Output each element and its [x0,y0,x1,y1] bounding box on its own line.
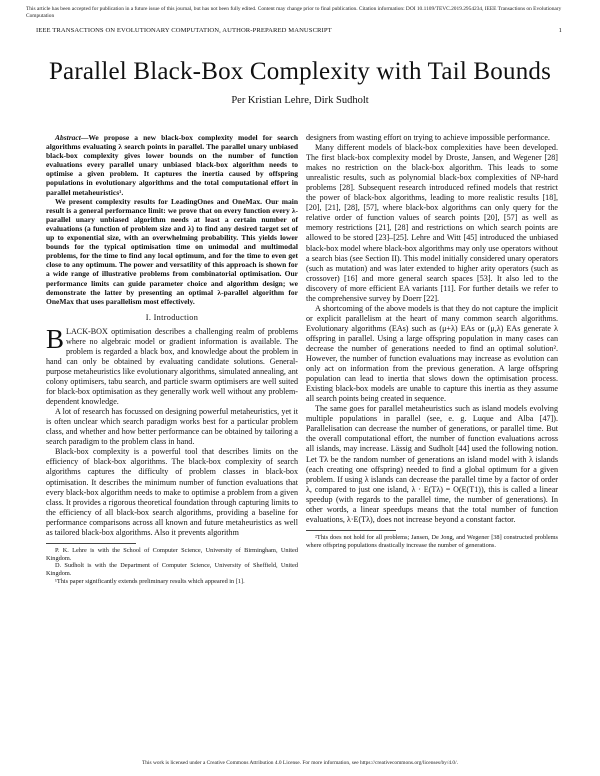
footnote-1: ¹This paper significantly extends preliminary results which appeared in [1]. [55,578,245,585]
footnote-2: ²This does not hold for all problems; Jansen, De Jong, and Wegener [38] constructed problems where offspring populations drastically increase the number of generations. [306,533,558,549]
footnote-rule-left [46,543,136,544]
right-paragraph-2: A shortcoming of the above models is that they do not capture the implicit or explicit parallelism at the heart of many common search algorithms. Evolutionary algorithms (EAs) such as (μ+λ) EAs or (μ,λ) EAs generate λ offspring in parallel. Using a large offspring population in many cases can decrease the number of generations needed to find an optimal solution². However, the number of function evaluations may increase as evolution can only act on information from the previous generation. A large offspring population can lead to inertia that slows down the optimisation process. Existing black-box models are unable to capture this inertia as they assume all search points being created in sequence. [306,303,558,404]
publication-notice: This article has been accepted for publication in a future issue of this journal, but has not been fully edited. Content may change prior to final publication. Citation information: DOI 10.1109/TEVC.2019.2954234, IEEE Transactions on Evolutionary Computation [26,6,562,19]
intro-paragraph-3: Black-box complexity is a powerful tool that describes limits on the efficiency of black-box algorithms. The black-box complexity of search algorithms captures the difficulty of problem classes in black-box optimisation. It describes the minimum number of function evaluations that every black-box algorithm needs to make to optimise a problem from a given class. It provides a rigorous theoretical foundation through capturing limits to the efficiency of all black-box search algorithms, providing a baseline for performance comparisons across all known and future metaheuristics as well as tailored black-box algorithms. Also it prevents algorithm [46,447,298,537]
right-paragraph-0: designers from wasting effort on trying to achieve impossible performance. [306,133,550,142]
intro-text-1: LACK-BOX optimisation describes a challenging realm of problems where no algebraic model or gradient information is available. The problem is regarded a black box, and knowledge about the problem in hand can only be obtained by evaluating candidate solutions. General-purpose metaheuristics like evolutionary algorithms, simulated annealing, ant colony optimisers, tabu search, and particle swarm optimisers are well suited for black-box optimisation as they generally work well without any problem-dependent knowledge. [46,326,298,407]
left-column [46,133,298,586]
abstract-lead: Abstract [55,133,81,142]
section-heading-introduction: I. Introduction [145,312,199,322]
running-head-text: IEEE TRANSACTIONS ON EVOLUTIONARY COMPUTATION, AUTHOR-PREPARED MANUSCRIPT [36,27,332,34]
right-column [306,133,558,549]
footnotes-left [46,547,298,586]
right-paragraph-1: Many different models of black-box complexities have been developed. The first black-box complexity model by Droste, Jansen, and Wegener [28] makes no restriction on the black-box algorithm. This leads to some unrealistic results, such as polynomial black-box complexities of NP-hard problems [28]. Subsequent research introduced refined models that restrict the power of black-box algorithms, leading to more realistic results [18], [20], [21], [28], [57], where black-box algorithms can only query for the relative order of function values of search points [20], [57] as well as memory restrictions [21], [28] and restrictions on which search points are allowed to be stored [23]–[25]. Lehre and Witt [45] introduced the unbiased black-box model where black-box algorithms may only use operators without a search bias (see Section II). This model initially considered unary operators (such as mutation) and was later extended to higher arity operators (such as crossover) [16] and more general search spaces [53]. It also led to the discovery of more efficient EA variants [11]. For further details we refer to the comprehensive survey by Doerr [22]. [306,143,558,303]
footnote-rule-right [306,530,396,531]
abstract-paragraph-2: We present complexity results for LeadingOnes and OneMax. Our main result is a general performance limit: we prove that on every function every λ-parallel unary unbiased algorithm needs at least a certain number of evaluations (a function of problem size and λ) to find any desired target set of up to exponential size, with an overwhelming probability. This yields lower bounds for the typical optimisation time on unimodal and multimodal problems, for the time to find any local optimum, and for the time to even get close to any optimum. The power and versatility of this approach is shown for a wide range of illustrative problems from combinatorial optimisation. Our performance limits can guide parameter choice and algorithm design; we demonstrate the latter by presenting an optimal λ-parallel algorithm for OneMax that uses parallelism most effectively. [46,196,298,306]
abstract [46,133,298,306]
footnote-affiliation-1: P. K. Lehre is with the School of Computer Science, University of Birmingham, United Kingdom. [46,546,298,562]
intro-paragraph-1 [46,323,298,407]
footnote-affiliation-2: D. Sudholt is with the Department of Computer Science, University of Sheffield, United Kingdom. [46,562,298,578]
paper-title: Parallel Black-Box Complexity with Tail Bounds [48,58,552,85]
right-paragraph-3: The same goes for parallel metaheuristics such as island models evolving multiple populations in parallel (see, e. g. Luque and Alba [47]). Parallelisation can decrease the number of generations, or parallel time. But the overall computational effort, the number of function evaluations across all islands, may increase. Lässig and Sudholt [44] used the following notion. Let Tλ be the random number of generations an island model with λ islands (each creating one offspring) needed to find a global optimum for a given problem. If using λ islands can decrease the parallel time by a factor of order λ, compared to just one island, λ · E(Tλ) = O(E(T1)), this is called a linear speedup (with regards to the parallel time, the number of generations). In other words, a linear speedups means that the total number of function evaluations, λ·E(Tλ), does not increase beyond a constant factor. [306,404,558,524]
abstract-text-1: —We propose a new black-box complexity model for search algorithms evaluating λ search points in parallel. The parallel unary unbiased black-box complexity gives lower bounds on the number of function evaluations every parallel unary unbiased black-box algorithm needs to optimise a given problem. It captures the inertia caused by offspring populations in evolutionary algorithms and the total computational effort in parallel metaheuristics¹. [46,133,298,197]
page-number: 1 [558,27,562,34]
paper-authors: Per Kristian Lehre, Dirk Sudholt [231,95,369,106]
intro-paragraph-2: A lot of research has focussed on designing powerful metaheuristics, yet it is often unclear which search paradigm works best for a particular problem class, and whether and how better performance can be obtained by tailoring a search paradigm to the problem class in hand. [46,407,298,447]
abstract-paragraph-1 [46,133,298,197]
license-notice: This work is licensed under a Creative Commons Attribution 4.0 License. For more information, see https://creativecommons.org/licenses/by/4.0/. [142,760,458,766]
drop-cap: B [46,323,65,354]
running-head [36,27,562,34]
footnotes-right [306,534,558,550]
